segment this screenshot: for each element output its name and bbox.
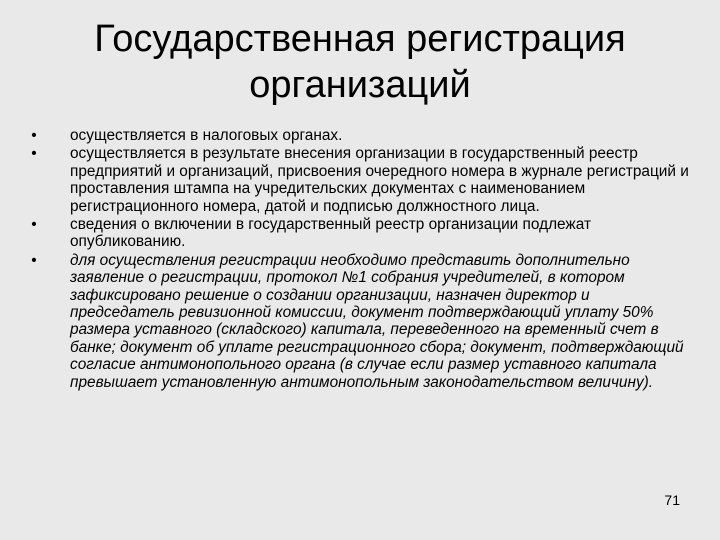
bullet-text: осуществляется в налоговых органах. — [70, 127, 343, 144]
bullet-item — [28, 252, 690, 391]
bullet-dot-icon: • — [31, 251, 37, 269]
bullet-dot-icon: • — [31, 216, 37, 234]
page-number: 71 — [664, 492, 680, 508]
slide-title — [40, 16, 680, 108]
bullet-text: осуществляется в результате внесения организации в государственный реестр предприятий и организаций, присвоения очередного номера в журнале регистраций и проставления штампа на учредительских документах с наименованием регистрационного номера, датой и подписью должностного лица. — [70, 145, 689, 215]
bullet-list — [28, 127, 690, 392]
bullet-item — [28, 145, 690, 215]
bullet-text: сведения о включении в государственный реестр организации подлежат опубликованию. — [70, 216, 592, 251]
bullet-item — [28, 216, 690, 251]
bullet-item — [28, 127, 690, 144]
slide-title-line-1: Государственная регистрация — [94, 18, 626, 60]
bullet-text: для осуществления регистрации необходимо представить дополнительно заявление о регистрации, протокол №1 собрания учредителей, в котором зафиксировано решение о создании организации, назначен директор и председатель ревизионной комиссии, документ подтверждающий уплату 50% размера уставного (складского) капитала, переведенного на временный счет в банке; документ об уплате регистрационного сбора; документ, подтверждающий согласие антимонопольного органа (в случае если размер уставного капитала превышает установленную антимонопольным законодательством величину). — [70, 251, 684, 391]
bullet-dot-icon: • — [31, 127, 37, 144]
slide-title-line-2: организаций — [249, 64, 471, 106]
bullet-dot-icon: • — [31, 145, 37, 163]
